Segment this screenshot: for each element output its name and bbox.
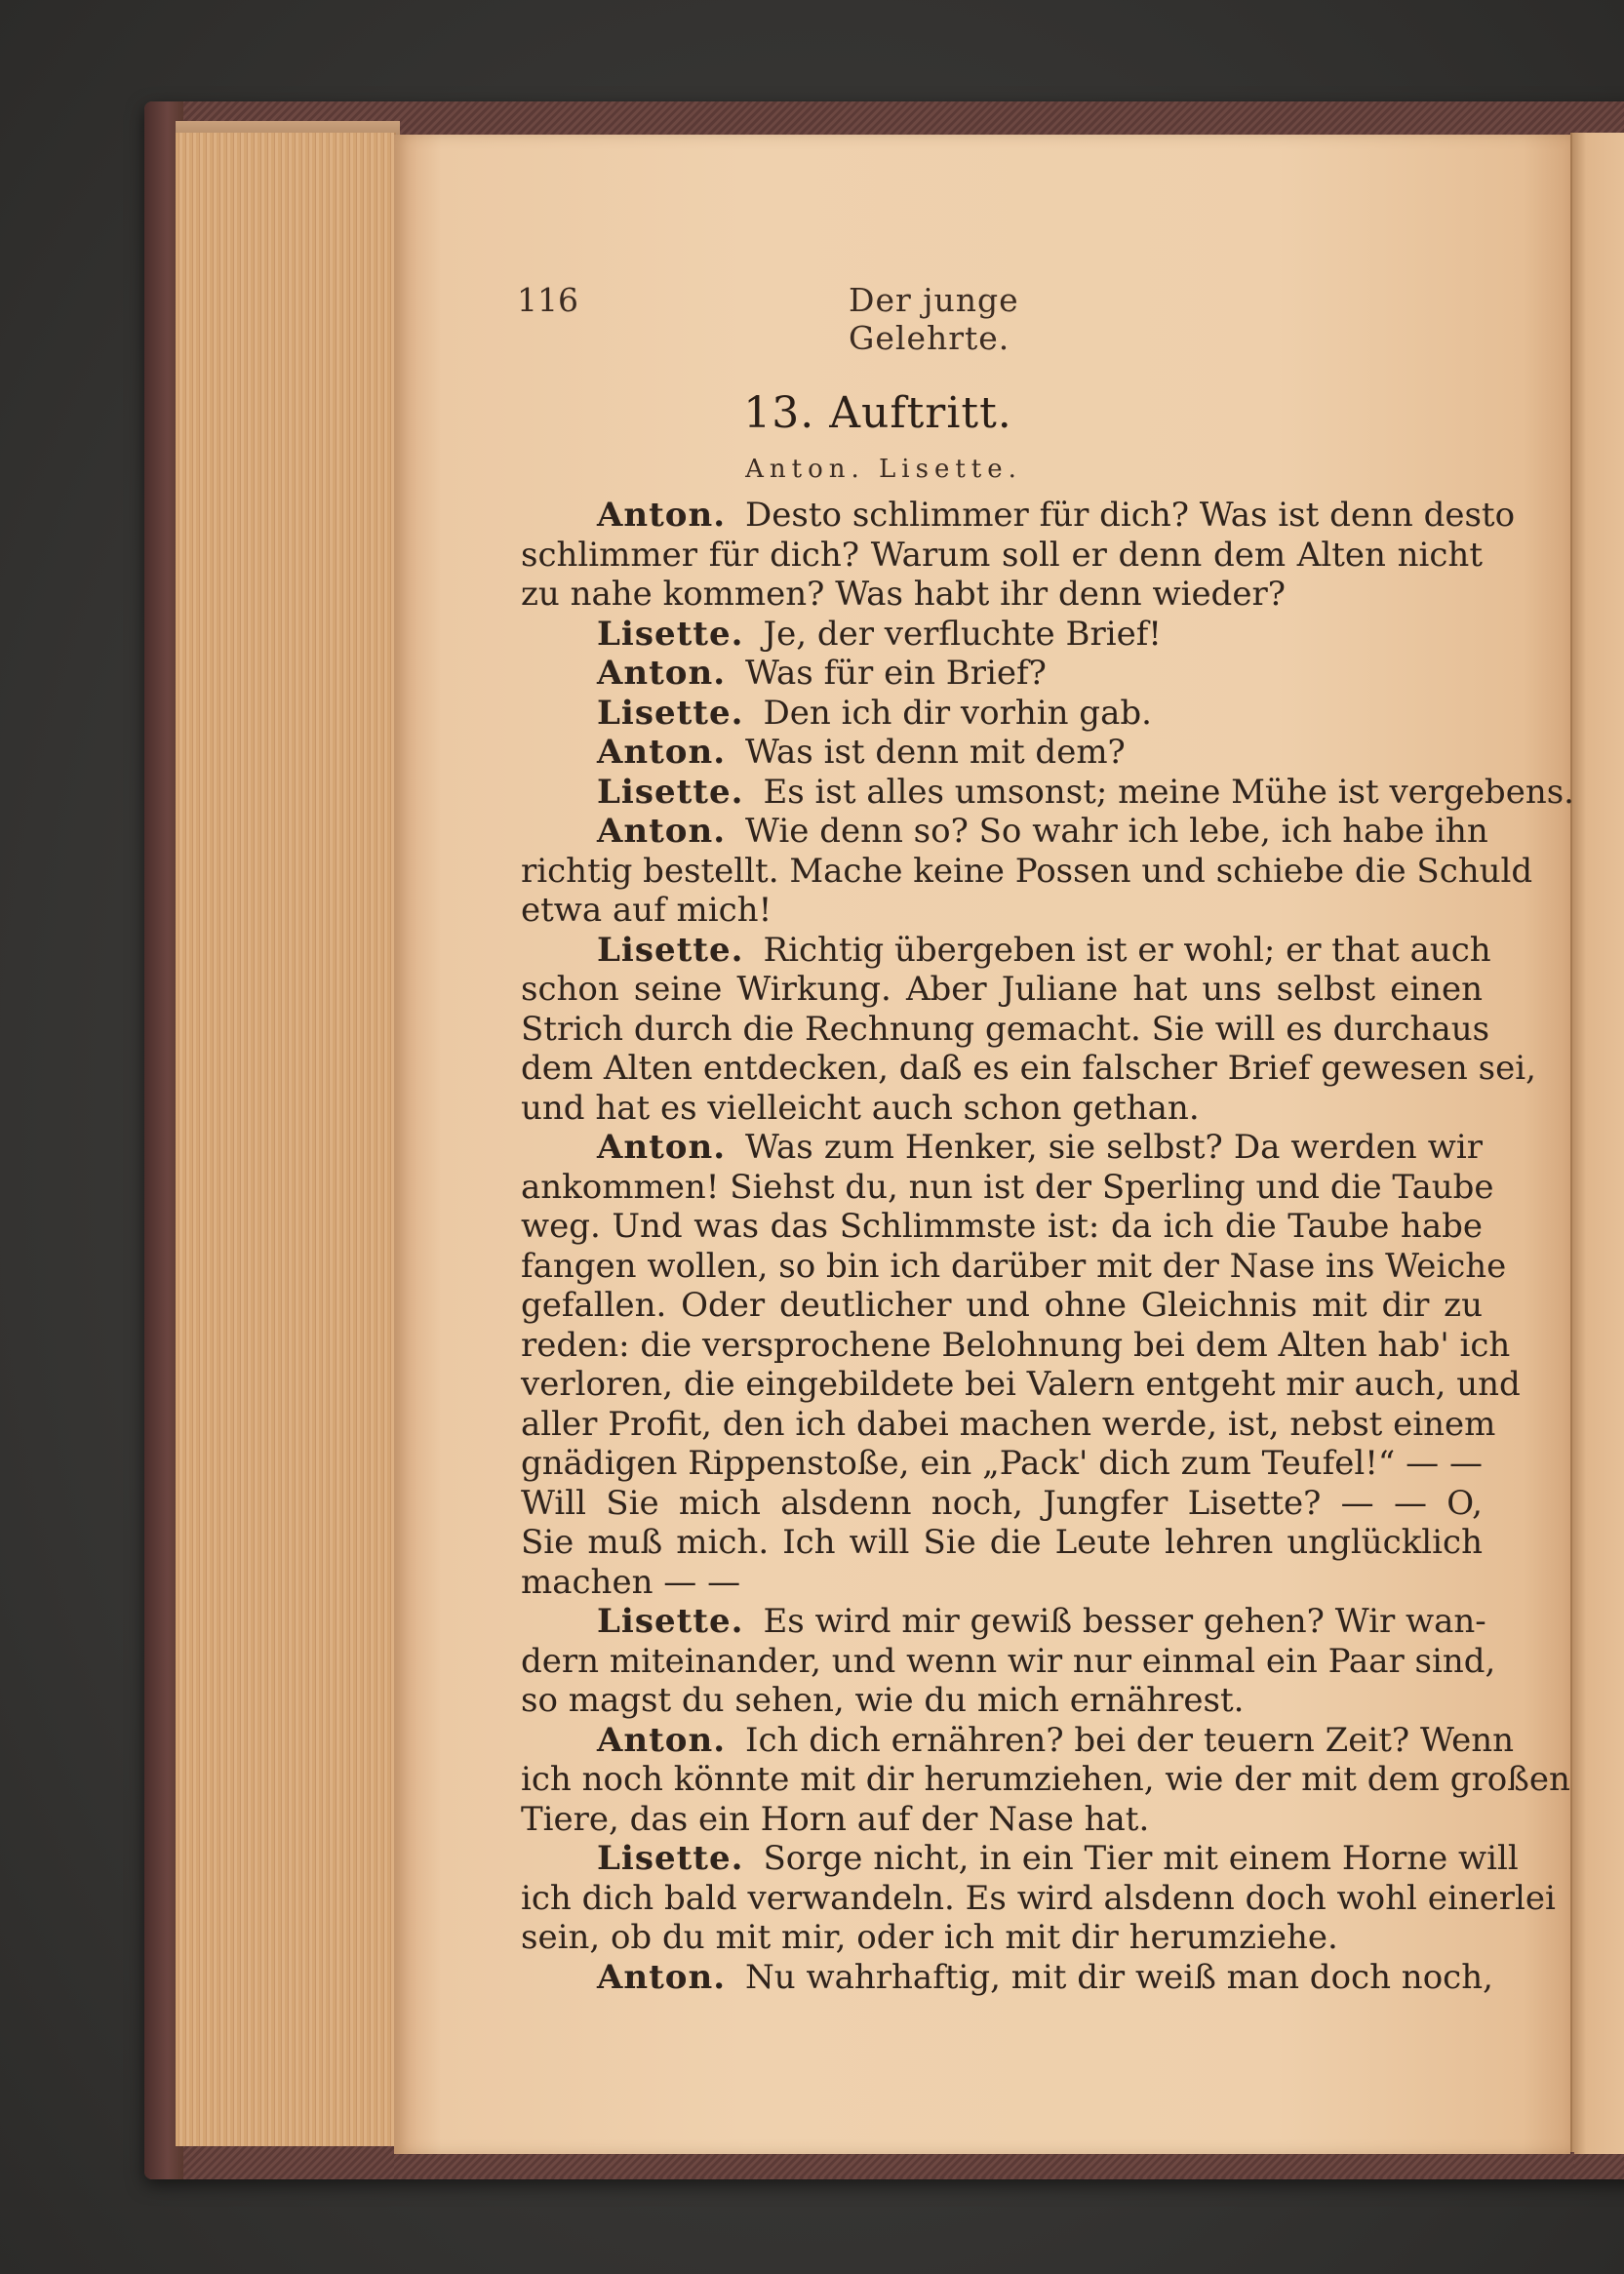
- text-line: [521, 1800, 1483, 1840]
- text-line: [521, 1839, 1519, 1879]
- line-text: und hat es vielleicht auch schon gethan.: [521, 1088, 1200, 1128]
- running-title: Der junge Gelehrte.: [849, 281, 1019, 357]
- text-line: [521, 694, 1483, 734]
- text-line: [521, 891, 1483, 931]
- line-text: sein, ob du mit mir, oder ich mit dir herumziehe.: [521, 1918, 1338, 1957]
- line-text: Den ich dir vorhin gab.: [763, 693, 1152, 733]
- text-line: [521, 1681, 1483, 1721]
- line-text: Desto schlimmer für dich? Was ist denn desto: [745, 496, 1516, 535]
- text-line: [521, 1089, 1483, 1129]
- line-text: machen — —: [521, 1562, 741, 1602]
- speaker-name: Anton.: [597, 1720, 727, 1760]
- text-line: [521, 615, 1483, 655]
- line-text: Es wird mir gewiß besser gehen? Wir wan-: [763, 1602, 1486, 1641]
- line-text: dem Alten entdecken, daß es ein falscher Brief gewesen sei,: [521, 1049, 1536, 1088]
- scene-title: 13. Auftritt.: [743, 388, 1012, 438]
- dialogue-text: [521, 496, 1574, 1997]
- line-text: aller Profit, den ich dabei machen werde, ist, nebst einem: [521, 1404, 1496, 1444]
- text-line: [521, 575, 1483, 615]
- text-line: [521, 536, 1483, 576]
- line-text: Nu wahrhaftig, mit dir weiß man doch noch,: [745, 1957, 1493, 1997]
- line-text: so magst du sehen, wie du mich ernährest.: [521, 1681, 1245, 1720]
- line-text: Sie muß mich. Ich will Sie die Leute lehren unglücklich: [521, 1523, 1483, 1562]
- text-line: [521, 812, 1488, 852]
- text-line: [521, 1325, 1511, 1366]
- line-text: Sorge nicht, in ein Tier mit einem Horne will: [763, 1839, 1519, 1878]
- text-line: [521, 1207, 1483, 1247]
- text-line: [521, 654, 1483, 694]
- text-line: [521, 930, 1491, 971]
- text-line: [521, 1957, 1493, 1998]
- text-line: [521, 1444, 1483, 1484]
- text-line: [521, 1720, 1515, 1761]
- speaker-name: Lisette.: [597, 693, 744, 733]
- line-text: Je, der verfluchte Brief!: [763, 614, 1162, 654]
- line-text: ich noch könnte mit dir herumziehen, wie der mit dem großen: [521, 1760, 1570, 1799]
- page-block-edge: [176, 133, 396, 2146]
- text-line: [521, 772, 1574, 813]
- line-text: gnädigen Rippenstoße, ein „Pack' dich zum Teufel!“ — —: [521, 1444, 1483, 1483]
- facing-page-edge: [1570, 133, 1624, 2154]
- text-line: [521, 1404, 1496, 1445]
- cover-bottom-edge: [394, 2152, 1574, 2177]
- text-line: [521, 1918, 1483, 1958]
- speaker-name: Anton.: [597, 733, 727, 772]
- line-text: Was für ein Brief?: [745, 654, 1047, 693]
- line-text: fangen wollen, so bin ich darüber mit der Nase ins Weiche: [521, 1246, 1507, 1286]
- scene-cast: Anton. Lisette.: [745, 455, 1022, 484]
- text-line: [521, 496, 1516, 536]
- line-text: Tiere, das ein Horn auf der Nase hat.: [521, 1799, 1150, 1839]
- line-text: ankommen! Siehst du, nun ist der Sperling und die Taube: [521, 1167, 1494, 1207]
- line-text: Was zum Henker, sie selbst? Da werden wir: [745, 1128, 1483, 1167]
- text-line: [521, 1167, 1494, 1208]
- text-line: [521, 1246, 1507, 1287]
- text-line: [521, 1523, 1483, 1563]
- line-text: schlimmer für dich? Warum soll er denn dem Alten nicht: [521, 535, 1483, 575]
- line-text: Es ist alles umsonst; meine Mühe ist vergebens.: [763, 772, 1574, 812]
- line-text: Richtig übergeben ist er wohl; er that auch: [763, 930, 1491, 970]
- text-line: [521, 733, 1483, 773]
- line-text: ich dich bald verwandeln. Es wird alsdenn doch wohl einerlei: [521, 1878, 1556, 1918]
- speaker-name: Lisette.: [597, 772, 744, 812]
- text-line: [521, 1009, 1490, 1050]
- line-text: Will Sie mich alsdenn noch, Jungfer Lisette? — — O,: [521, 1483, 1483, 1523]
- text-line: [521, 1128, 1483, 1168]
- speaker-name: Anton.: [597, 1128, 727, 1167]
- line-text: zu nahe kommen? Was habt ihr denn wieder?: [521, 575, 1286, 614]
- speaker-name: Anton.: [597, 654, 727, 693]
- page-number: 116: [517, 281, 578, 319]
- speaker-name: Lisette.: [597, 1839, 744, 1878]
- line-text: gefallen. Oder deutlicher und ohne Gleichnis mit dir zu: [521, 1286, 1483, 1325]
- line-text: weg. Und was das Schlimmste ist: da ich die Taube habe: [521, 1207, 1483, 1246]
- text-line: [521, 1760, 1570, 1800]
- speaker-name: Lisette.: [597, 614, 744, 654]
- speaker-name: Anton.: [597, 812, 727, 851]
- line-text: Strich durch die Rechnung gemacht. Sie will es durchaus: [521, 1009, 1490, 1049]
- line-text: richtig bestellt. Mache keine Possen und schiebe die Schuld: [521, 851, 1533, 891]
- text-line: [521, 1602, 1486, 1642]
- speaker-name: Anton.: [597, 496, 727, 535]
- line-text: schon seine Wirkung. Aber Juliane hat uns selbst einen: [521, 970, 1483, 1009]
- text-line: [521, 1286, 1483, 1326]
- speaker-name: Lisette.: [597, 1602, 744, 1641]
- text-line: [521, 1563, 1483, 1603]
- line-text: dern miteinander, und wenn wir nur einmal ein Paar sind,: [521, 1641, 1496, 1681]
- line-text: Wie denn so? So wahr ich lebe, ich habe ihn: [745, 812, 1488, 851]
- line-text: Was ist denn mit dem?: [745, 733, 1126, 772]
- text-line: [521, 1365, 1521, 1405]
- text-line: [521, 1484, 1483, 1524]
- line-text: etwa auf mich!: [521, 891, 772, 930]
- line-text: reden: die versprochene Belohnung bei dem Alten hab' ich: [521, 1325, 1511, 1365]
- text-line: [521, 1049, 1536, 1089]
- text-line: [521, 970, 1483, 1010]
- speaker-name: Lisette.: [597, 930, 744, 970]
- text-line: [521, 1878, 1556, 1919]
- line-text: Ich dich ernähren? bei der teuern Zeit? Wenn: [745, 1720, 1515, 1760]
- text-line: [521, 851, 1533, 892]
- line-text: verloren, die eingebildete bei Valern entgeht mir auch, und: [521, 1365, 1521, 1404]
- text-line: [521, 1641, 1496, 1682]
- speaker-name: Anton.: [597, 1957, 727, 1997]
